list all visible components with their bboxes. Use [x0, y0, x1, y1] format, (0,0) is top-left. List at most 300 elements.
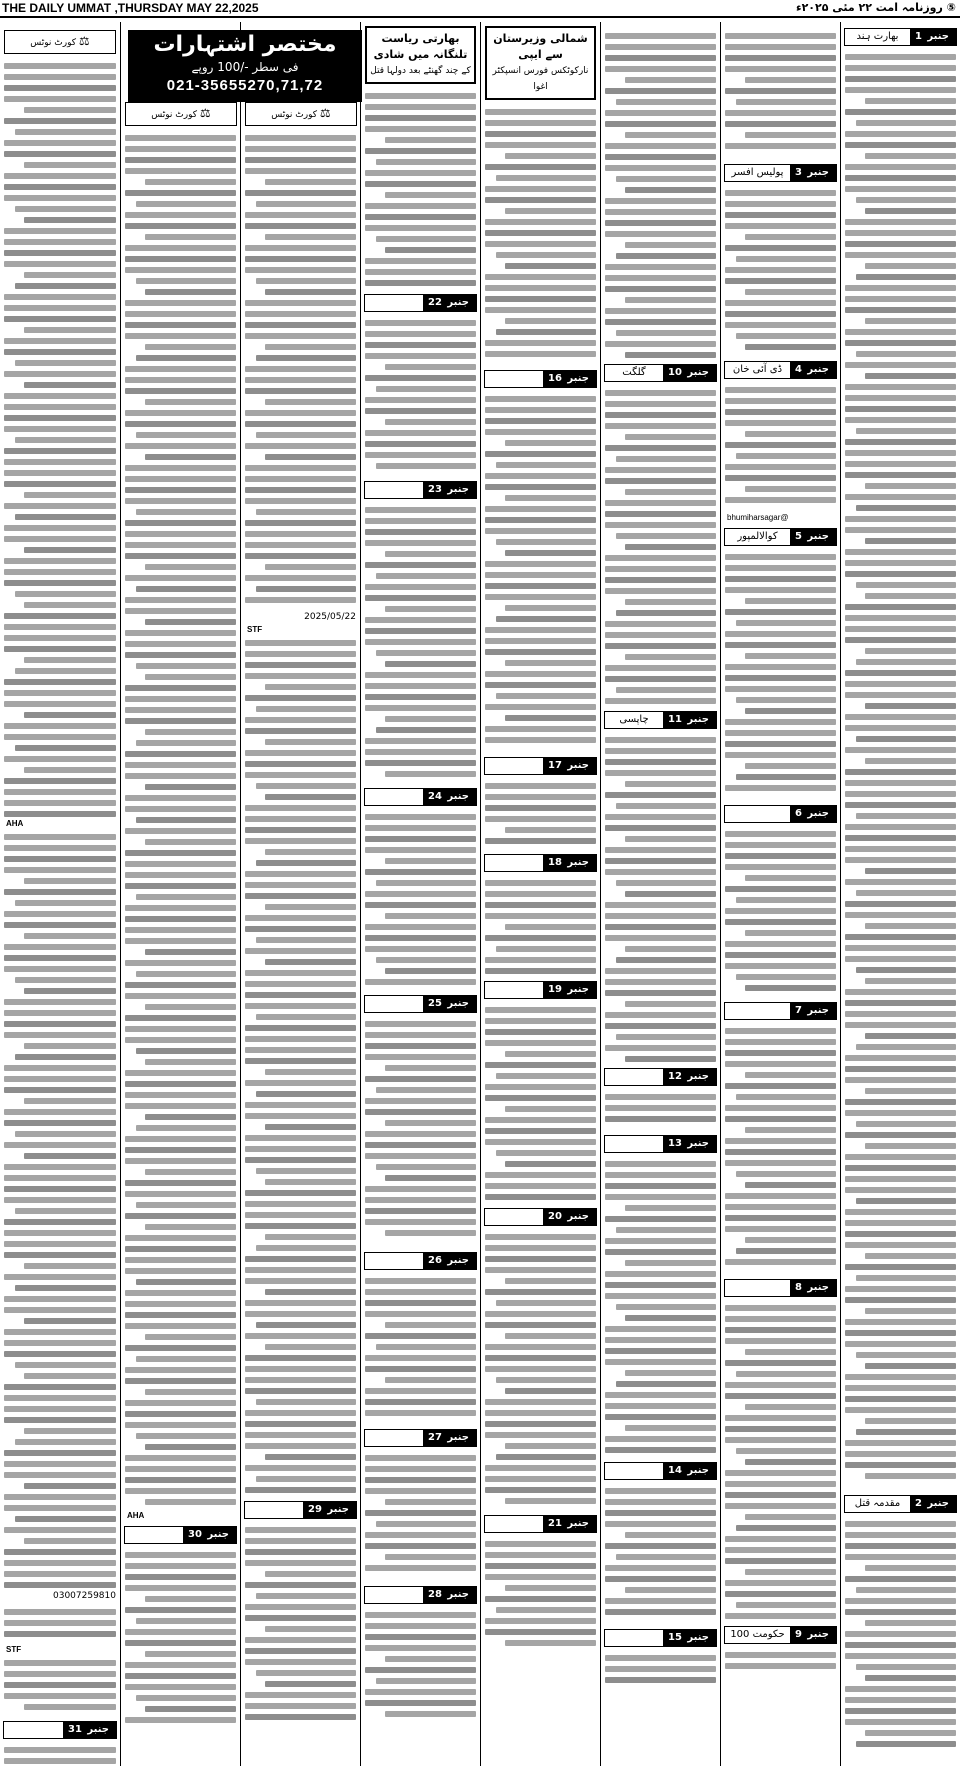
text-line	[24, 1538, 116, 1544]
text-line	[125, 927, 236, 933]
text-line	[625, 489, 716, 495]
text-line	[4, 1021, 116, 1027]
text-line	[745, 1404, 836, 1410]
column-2	[600, 22, 720, 1766]
ad-header: جنبر 28	[364, 1586, 477, 1604]
text-line	[865, 483, 956, 489]
text-line	[4, 404, 116, 410]
text-line	[245, 1527, 356, 1533]
text-line	[725, 1028, 836, 1034]
text-line	[265, 344, 356, 350]
ad-text	[605, 1483, 716, 1623]
text-line	[265, 1454, 356, 1460]
text-line	[4, 922, 116, 928]
text-line	[485, 1018, 596, 1024]
text-line	[845, 1165, 956, 1171]
text-line	[376, 650, 476, 656]
text-line	[4, 756, 116, 762]
headline-box-kidnap: شمالی وزیرستان سے ایپی نارکوٹکس فورس انسپکٹر اغوا	[485, 26, 596, 100]
text-line	[365, 1153, 476, 1159]
text-line	[605, 1666, 716, 1672]
gavel-icon: ⚖	[319, 106, 331, 120]
text-line	[4, 1142, 116, 1148]
court-notice-label: کورٹ نوٹس	[271, 110, 318, 120]
ad-text	[845, 49, 956, 1489]
text-line	[4, 173, 116, 179]
text-line	[385, 913, 476, 919]
text-line	[265, 564, 356, 570]
column-court-notices	[0, 22, 120, 1766]
text-line	[605, 478, 716, 484]
text-line	[745, 598, 836, 604]
text-line	[145, 784, 236, 790]
text-line	[605, 1510, 716, 1516]
text-line	[265, 1124, 356, 1130]
text-line	[245, 1714, 356, 1720]
text-line	[725, 143, 836, 149]
text-line	[365, 1645, 476, 1651]
text-line	[605, 913, 716, 919]
text-line	[616, 687, 716, 693]
text-line	[725, 1226, 836, 1232]
text-line	[625, 132, 716, 138]
text-line	[616, 1304, 716, 1310]
text-line	[845, 1543, 956, 1549]
text-line	[856, 197, 956, 203]
text-line	[485, 1552, 596, 1558]
ad-header: جنبر 15	[604, 1629, 717, 1647]
text-line	[4, 1230, 116, 1236]
text-line	[385, 1175, 476, 1181]
text-line	[845, 934, 956, 940]
text-line	[136, 1048, 236, 1054]
text-line	[505, 440, 596, 446]
text-line	[605, 1392, 716, 1398]
text-line	[125, 300, 236, 306]
text-line	[365, 115, 476, 121]
text-line	[4, 349, 116, 355]
text-line	[856, 428, 956, 434]
text-line	[125, 883, 236, 889]
text-line	[365, 760, 476, 766]
text-line	[4, 1296, 116, 1302]
text-line	[485, 1062, 596, 1068]
column-court-notices-2	[120, 22, 240, 1766]
text-line	[845, 1385, 956, 1391]
text-line	[725, 212, 836, 218]
text-line	[125, 685, 236, 691]
text-line	[24, 1483, 116, 1489]
text-line	[745, 289, 836, 295]
text-line	[125, 377, 236, 383]
text-line	[145, 1059, 236, 1065]
text-line	[605, 748, 716, 754]
text-line	[385, 1711, 476, 1717]
text-line	[505, 208, 596, 214]
text-line	[125, 135, 236, 141]
ad-text	[365, 1607, 476, 1727]
text-line	[856, 351, 956, 357]
text-line	[616, 1034, 716, 1040]
text-line	[625, 242, 716, 248]
text-line	[136, 509, 236, 515]
text-line	[865, 593, 956, 599]
text-line	[845, 1330, 956, 1336]
text-line	[485, 1095, 596, 1101]
text-line	[136, 586, 236, 592]
text-line	[365, 595, 476, 601]
text-line	[605, 1045, 716, 1051]
text-line	[485, 219, 596, 225]
text-line	[605, 1249, 716, 1255]
text-line	[845, 1440, 956, 1446]
text-line	[605, 1655, 716, 1661]
text-line	[605, 390, 716, 396]
text-line	[125, 1312, 236, 1318]
text-line	[725, 1215, 836, 1221]
text-line	[125, 223, 236, 229]
text-line	[256, 1168, 356, 1174]
text-line	[245, 1637, 356, 1643]
text-line	[605, 1543, 716, 1549]
text-line	[4, 151, 116, 157]
text-line	[15, 360, 116, 366]
text-line	[365, 924, 476, 930]
text-line	[865, 1730, 956, 1736]
text-line	[376, 463, 476, 469]
text-line	[496, 946, 596, 952]
text-line	[125, 652, 236, 658]
text-line	[845, 109, 956, 115]
text-line	[15, 437, 116, 443]
text-line	[4, 1274, 116, 1280]
text-line	[145, 1706, 236, 1712]
text-line	[136, 894, 236, 900]
ad-header: جنبر 16	[484, 370, 597, 388]
text-line	[4, 184, 116, 190]
text-line	[365, 1032, 476, 1038]
text-line	[845, 472, 956, 478]
text-line	[845, 1374, 956, 1380]
text-line	[845, 1341, 956, 1347]
text-line	[856, 274, 956, 280]
text-line	[365, 935, 476, 941]
ad-header: جنبر 14	[604, 1462, 717, 1480]
text-line	[4, 481, 116, 487]
text-line	[485, 1344, 596, 1350]
text-line	[725, 1105, 836, 1111]
text-line	[485, 528, 596, 534]
text-line	[605, 847, 716, 853]
text-line	[625, 77, 716, 83]
text-line	[4, 1631, 116, 1637]
text-line	[245, 597, 356, 603]
text-line	[125, 1103, 236, 1109]
text-line	[125, 168, 236, 174]
text-line	[485, 296, 596, 302]
text-line	[485, 1007, 596, 1013]
text-line	[845, 1297, 956, 1303]
text-line	[4, 1032, 116, 1038]
text-line	[856, 1198, 956, 1204]
text-line	[865, 978, 956, 984]
text-line	[725, 110, 836, 116]
text-line	[616, 533, 716, 539]
text-line	[725, 587, 836, 593]
text-line	[865, 868, 956, 874]
text-line	[865, 1565, 956, 1571]
ad-text	[365, 809, 476, 989]
text-line	[605, 858, 716, 864]
text-line	[605, 924, 716, 930]
text-line	[616, 1381, 716, 1387]
text-line	[4, 1164, 116, 1170]
text-line	[725, 223, 836, 229]
text-line	[245, 1615, 356, 1621]
text-line	[845, 1532, 956, 1538]
text-line	[256, 1593, 356, 1599]
ad-banner-phone: 021-35655270,71,72	[166, 77, 324, 94]
text-line	[365, 1311, 476, 1317]
text-line	[245, 1212, 356, 1218]
ad-text	[725, 549, 836, 799]
text-line	[4, 613, 116, 619]
ad-header: جنبر 7	[724, 1002, 837, 1020]
text-line	[4, 811, 116, 817]
text-line	[125, 1290, 236, 1296]
text-line	[485, 682, 596, 688]
text-line	[605, 588, 716, 594]
text-line	[256, 1670, 356, 1676]
text-line	[725, 941, 836, 947]
ad-banner-title: مختصر اشتہارات	[153, 32, 337, 57]
text-line	[845, 395, 956, 401]
signature-stf: STF	[247, 625, 263, 634]
text-line	[376, 1521, 476, 1527]
text-line	[845, 329, 956, 335]
text-line	[725, 420, 836, 426]
text-line	[725, 1204, 836, 1210]
text-line	[856, 1664, 956, 1670]
text-line	[605, 319, 716, 325]
text-line	[845, 857, 956, 863]
text-line	[605, 275, 716, 281]
text-line	[245, 651, 356, 657]
text-line	[845, 604, 956, 610]
text-line	[136, 1202, 236, 1208]
text-line	[125, 828, 236, 834]
text-line	[145, 1114, 236, 1120]
text-line	[725, 919, 836, 925]
text-line	[365, 1197, 476, 1203]
text-line	[245, 190, 356, 196]
text-line	[625, 1056, 716, 1062]
text-line	[365, 214, 476, 220]
text-line	[365, 148, 476, 154]
text-line	[625, 781, 716, 787]
text-line	[845, 1451, 956, 1457]
text-line	[845, 1719, 956, 1725]
text-line	[4, 1406, 116, 1412]
text-line	[365, 331, 476, 337]
text-line	[245, 1692, 356, 1698]
text-line	[24, 933, 116, 939]
text-line	[605, 110, 716, 116]
text-line	[605, 632, 716, 638]
text-line	[745, 1349, 836, 1355]
text-line	[605, 1348, 716, 1354]
text-line	[125, 1684, 236, 1690]
text-line	[725, 1437, 836, 1443]
text-line	[605, 467, 716, 473]
ad-text	[485, 391, 596, 751]
text-line	[4, 305, 116, 311]
text-line	[725, 752, 836, 758]
text-line	[4, 1329, 116, 1335]
text-line	[725, 1138, 836, 1144]
text-line	[485, 418, 596, 424]
text-line	[4, 624, 116, 630]
text-line	[725, 1039, 836, 1045]
text-line	[4, 635, 116, 641]
text-line	[4, 536, 116, 542]
text-line	[845, 65, 956, 71]
text-line	[145, 564, 236, 570]
text-line	[385, 606, 476, 612]
text-line	[745, 875, 836, 881]
text-line	[845, 769, 956, 775]
text-line	[725, 831, 836, 837]
text-line	[856, 1044, 956, 1050]
court-notice-banner	[245, 102, 357, 126]
text-line	[845, 439, 956, 445]
text-line	[136, 740, 236, 746]
text-line	[365, 203, 476, 209]
text-line	[865, 263, 956, 269]
text-line	[365, 1455, 476, 1461]
ad-text	[245, 1522, 356, 1722]
ad-text	[485, 778, 596, 848]
text-line	[245, 1582, 356, 1588]
text-line	[605, 759, 716, 765]
text-line	[4, 690, 116, 696]
text-line	[496, 616, 596, 622]
text-line	[376, 1344, 476, 1350]
text-line	[256, 432, 356, 438]
text-line	[365, 1076, 476, 1082]
text-line	[245, 267, 356, 273]
text-line	[725, 1305, 836, 1311]
text-line	[725, 864, 836, 870]
text-line	[376, 957, 476, 963]
text-line	[125, 993, 236, 999]
text-line	[245, 300, 356, 306]
text-line	[125, 696, 236, 702]
text-line	[856, 1275, 956, 1281]
text-line	[485, 1399, 596, 1405]
text-line	[605, 869, 716, 875]
text-line	[365, 1700, 476, 1706]
text-line	[4, 1682, 116, 1688]
text-line	[725, 1338, 836, 1344]
text-line	[745, 1182, 836, 1188]
text-line	[256, 937, 356, 943]
text-line	[625, 297, 716, 303]
court-notice-banner	[4, 30, 116, 54]
text-line	[125, 938, 236, 944]
text-line	[725, 190, 836, 196]
text-line	[605, 1293, 716, 1299]
text-line	[616, 880, 716, 886]
text-line	[865, 1620, 956, 1626]
text-line	[365, 869, 476, 875]
text-line	[856, 890, 956, 896]
text-line	[245, 1465, 356, 1471]
text-line	[136, 278, 236, 284]
ad-text	[605, 1650, 716, 1690]
text-line	[845, 571, 956, 577]
text-line	[245, 1388, 356, 1394]
text-line	[845, 461, 956, 467]
text-line	[725, 1360, 836, 1366]
text-line	[385, 771, 476, 777]
text-line	[845, 527, 956, 533]
text-line	[365, 683, 476, 689]
ad-text	[845, 1516, 956, 1756]
text-line	[485, 1432, 596, 1438]
text-line	[725, 1382, 836, 1388]
text-line	[725, 1613, 836, 1619]
text-line	[736, 1448, 836, 1454]
text-line	[725, 1580, 836, 1586]
text-line	[605, 1094, 716, 1100]
text-line	[485, 1183, 596, 1189]
text-line	[485, 1574, 596, 1580]
text-line	[845, 87, 956, 93]
text-line	[625, 946, 716, 952]
text-line	[856, 1429, 956, 1435]
text-line	[15, 1439, 116, 1445]
text-line	[845, 252, 956, 258]
text-line	[845, 362, 956, 368]
text-line	[24, 602, 116, 608]
text-line	[505, 1051, 596, 1057]
text-line	[725, 963, 836, 969]
ad-text	[725, 382, 836, 512]
text-line	[485, 583, 596, 589]
text-line	[725, 121, 836, 127]
ad-text	[725, 1647, 836, 1677]
text-line	[605, 1194, 716, 1200]
text-line	[376, 1678, 476, 1684]
text-line	[485, 142, 596, 148]
ad-text	[365, 1273, 476, 1423]
text-line	[485, 794, 596, 800]
text-line	[725, 1393, 836, 1399]
text-line	[485, 968, 596, 974]
text-line	[865, 758, 956, 764]
text-line	[245, 322, 356, 328]
text-line	[845, 241, 956, 247]
ad-header: جنبر 3 پولیس افسر	[724, 164, 837, 182]
text-line	[376, 573, 476, 579]
column-3	[480, 22, 600, 1766]
text-line	[725, 1050, 836, 1056]
text-line	[845, 1554, 956, 1560]
text-line	[245, 157, 356, 163]
text-line	[605, 500, 716, 506]
text-line	[125, 1466, 236, 1472]
